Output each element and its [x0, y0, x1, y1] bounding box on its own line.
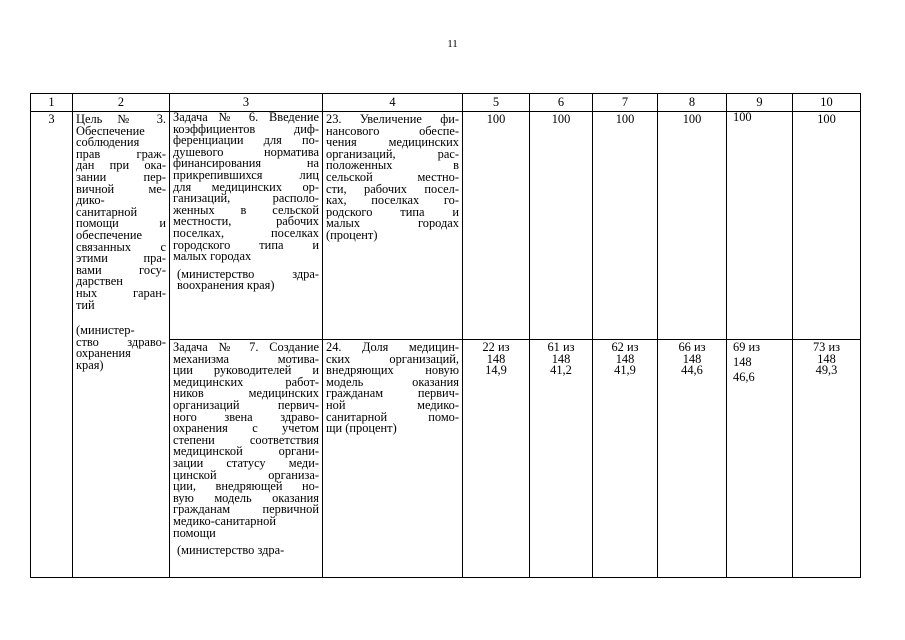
- value-count: 73 из: [812, 340, 840, 354]
- value-count: 62 из: [611, 340, 639, 354]
- indicator-23-value: 100: [727, 112, 793, 340]
- value-total: 148: [733, 355, 752, 369]
- text-line: модель оказания: [326, 374, 459, 389]
- text-line: нансового обеспе-: [326, 123, 459, 138]
- text-line: сти, рабочих посел-: [326, 181, 459, 196]
- header-cell: 8: [658, 94, 727, 112]
- text-line: чения медицинских: [326, 135, 459, 150]
- indicator-24-value: [530, 340, 593, 578]
- text-line: тий: [76, 297, 95, 312]
- text-line: 24. Доля медицин-: [326, 340, 459, 354]
- text-line: этими пра-: [76, 251, 166, 266]
- table-row: [31, 112, 861, 340]
- text-line: ках, поселках го-: [326, 193, 459, 208]
- indicator-23-value: 100: [593, 112, 658, 340]
- value-total: 148: [615, 351, 635, 366]
- header-row: [31, 94, 861, 112]
- text-line: санитарной помо-: [326, 409, 459, 424]
- indicator-24-cell: [323, 340, 463, 578]
- indicators-table: [30, 93, 861, 578]
- value-count: 22 из: [482, 340, 510, 354]
- text-line: для медицинских ор-: [173, 179, 319, 194]
- text-line: Задача № 7. Создание: [173, 340, 319, 354]
- value-percent: 41,2: [550, 363, 572, 378]
- value-total: 148: [551, 351, 571, 366]
- text-line: ганизаций, располо-: [173, 191, 319, 206]
- text-line: механизма мотива-: [173, 351, 319, 366]
- task-7-owner: [173, 545, 319, 557]
- indicator-24-value: [793, 340, 861, 578]
- text-line: связанных с: [76, 239, 166, 254]
- text-line: Цель № 3.: [76, 112, 166, 126]
- text-line: воохранения края): [177, 278, 275, 293]
- text-line: Обеспечение: [76, 123, 145, 138]
- value-count: 69 из: [733, 340, 761, 354]
- text-line: городского типа и: [173, 237, 319, 252]
- text-line: ной медико-: [326, 397, 459, 412]
- text-line: коэффициентов диф-: [173, 121, 319, 136]
- text-line: положенных в: [326, 158, 459, 173]
- header-cell: 3: [170, 94, 323, 112]
- indicator-23-text: [326, 114, 459, 242]
- text-line: зации статусу меди-: [173, 455, 319, 470]
- text-line: вами госу-: [76, 262, 166, 277]
- value-percent: 46,6: [733, 370, 755, 384]
- text-line: медицинских работ-: [173, 374, 319, 389]
- text-line: ции руководителей и: [173, 363, 319, 378]
- goal-owner: [76, 325, 166, 371]
- text-line: (министерство здра-: [177, 266, 319, 281]
- text-line: организаций первич-: [173, 397, 319, 412]
- header-cell: 1: [31, 94, 73, 112]
- text-line: ференциации для по-: [173, 133, 319, 148]
- value-count: 66 из: [678, 340, 706, 354]
- indicator-24-value: [727, 340, 793, 578]
- text-line: 23. Увеличение фи-: [326, 112, 459, 126]
- task-7-cell: [170, 340, 323, 578]
- task-6-text: [173, 112, 319, 263]
- header-cell: 4: [323, 94, 463, 112]
- row-number: 3: [31, 112, 73, 578]
- value-percent: 44,6: [681, 363, 703, 378]
- text-line: (процент): [326, 227, 378, 242]
- value-total: 148: [682, 351, 702, 366]
- value-percent: 14,9: [485, 363, 507, 378]
- text-line: вичной ме-: [76, 181, 166, 196]
- text-line: края): [76, 357, 104, 372]
- task-7-text: [173, 342, 319, 539]
- task-6-owner: [173, 266, 319, 293]
- text-line: финансирования на: [173, 156, 319, 171]
- text-line: малых городах: [173, 249, 252, 264]
- text-line: Задача № 6. Введение: [173, 110, 319, 124]
- text-line: душевого норматива: [173, 144, 319, 159]
- indicator-23-value: 100: [530, 112, 593, 340]
- text-line: ских организаций,: [326, 351, 459, 366]
- indicator-23-value: 100: [463, 112, 530, 340]
- goal-text: [76, 114, 166, 311]
- value-total: 148: [486, 351, 506, 366]
- text-line: медико-санитарной: [173, 513, 276, 528]
- text-line: (министерство здра-: [177, 543, 285, 558]
- text-line: сельской местно-: [326, 169, 459, 184]
- text-line: степени соответствия: [173, 432, 319, 447]
- text-line: зании пер-: [76, 169, 166, 184]
- header-cell: 9: [727, 94, 793, 112]
- indicator-24-value: [658, 340, 727, 578]
- text-line: обеспечение: [76, 227, 142, 242]
- text-line: цинской организа-: [173, 467, 319, 482]
- text-line: ции, внедряющей но-: [173, 479, 319, 494]
- text-line: помощи и: [76, 216, 166, 231]
- text-line: гражданам первич-: [326, 386, 459, 401]
- indicator-24-text: [326, 342, 459, 435]
- value-total: 148: [817, 351, 836, 366]
- indicator-24-value: [463, 340, 530, 578]
- text-line: родского типа и: [326, 204, 459, 219]
- goal-cell: [73, 112, 170, 578]
- text-line: гражданам первичной: [173, 502, 319, 517]
- text-line: медицинской органи-: [173, 444, 319, 459]
- task-6-cell: [170, 112, 323, 340]
- value-percent: 49,3: [815, 363, 838, 378]
- page-number: 11: [447, 38, 458, 50]
- text-line: прикрепившихся лиц: [173, 167, 319, 182]
- text-line: ных гаран-: [76, 285, 166, 300]
- text-line: соблюдения: [76, 135, 140, 150]
- text-line: дико-: [76, 193, 105, 208]
- value-percent: 41,9: [614, 363, 636, 378]
- header-cell: 5: [463, 94, 530, 112]
- header-cell: 6: [530, 94, 593, 112]
- indicator-23-value: 100: [793, 112, 861, 340]
- text-line: местности, рабочих: [173, 214, 319, 229]
- text-line: женных в сельской: [173, 202, 319, 217]
- text-line: щи (процент): [326, 421, 397, 436]
- header-cell: 2: [73, 94, 170, 112]
- text-line: ство здраво-: [76, 334, 166, 349]
- text-line: санитарной: [76, 204, 138, 219]
- text-line: внедряющих новую: [326, 363, 459, 378]
- text-line: дан при ока-: [76, 158, 166, 173]
- indicator-24-value: [593, 340, 658, 578]
- text-line: (министер-: [76, 323, 135, 338]
- text-line: вую модель оказания: [173, 490, 319, 505]
- text-line: охранения с учетом: [173, 421, 319, 436]
- text-line: охранения: [76, 346, 131, 361]
- text-line: ного звена здраво-: [173, 409, 319, 424]
- indicator-23-cell: [323, 112, 463, 340]
- value-count: 61 из: [547, 340, 575, 354]
- text-line: поселках, поселках: [173, 225, 319, 240]
- text-line: малых городах: [326, 216, 459, 231]
- text-line: прав граж-: [76, 146, 166, 161]
- text-line: ников медицинских: [173, 386, 319, 401]
- text-line: организаций, рас-: [326, 146, 459, 161]
- header-cell: 10: [793, 94, 861, 112]
- header-cell: 7: [593, 94, 658, 112]
- text-line: дарствен: [76, 274, 123, 289]
- indicator-23-value: 100: [658, 112, 727, 340]
- text-line: помощи: [173, 525, 216, 540]
